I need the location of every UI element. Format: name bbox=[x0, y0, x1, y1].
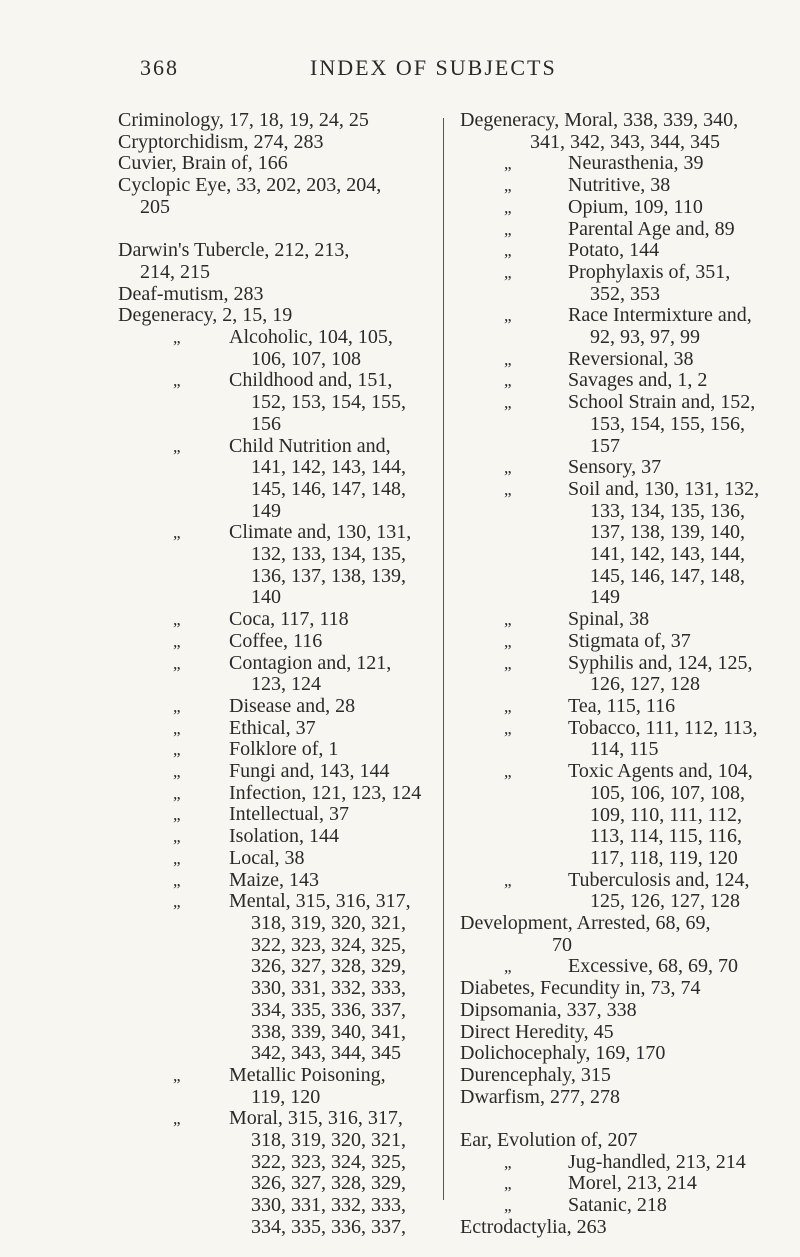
entry-continuation: 109, 110, 111, 112, bbox=[590, 803, 743, 826]
index-subentry bbox=[460, 696, 780, 718]
index-entry: Dipsomania, 337, 338 bbox=[460, 998, 637, 1021]
entry-continuation: 342, 343, 344, 345 bbox=[251, 1042, 401, 1065]
entry-continuation: 126, 127, 128 bbox=[590, 673, 700, 696]
entry-text: Tea, 115, 116 bbox=[568, 694, 676, 717]
ditto-mark: „ bbox=[504, 349, 512, 369]
running-head: INDEX OF SUBJECTS bbox=[310, 55, 557, 80]
entry-continuation: 157 bbox=[590, 434, 620, 457]
index-subentry bbox=[118, 891, 436, 1065]
index-subentry bbox=[118, 1108, 436, 1238]
entry-text: Satanic, 218 bbox=[568, 1194, 667, 1217]
entry-continuation: 141, 142, 143, 144, bbox=[251, 456, 406, 479]
index-subentry bbox=[118, 804, 436, 826]
entry-text: Race Intermixture and, bbox=[568, 304, 752, 327]
entry-text: Climate and, 130, 131, bbox=[229, 521, 412, 544]
ditto-mark: „ bbox=[173, 371, 181, 391]
index-entry bbox=[118, 175, 436, 218]
entry-continuation: 214, 215 bbox=[140, 260, 210, 283]
ditto-mark: „ bbox=[504, 610, 512, 630]
index-subentry bbox=[118, 826, 436, 848]
entry-continuation: 92, 93, 97, 99 bbox=[590, 326, 700, 349]
entry-continuation: 352, 353 bbox=[590, 282, 660, 305]
ditto-mark: „ bbox=[504, 219, 512, 239]
entry-continuation: 125, 126, 127, 128 bbox=[590, 890, 740, 913]
index-entry: Durencephaly, 315 bbox=[460, 1063, 611, 1086]
index-entry bbox=[118, 240, 436, 283]
entry-text: School Strain and, 152, bbox=[568, 391, 756, 414]
entry-continuation: 117, 118, 119, 120 bbox=[590, 846, 738, 869]
index-entry: Cuvier, Brain of, 166 bbox=[118, 152, 288, 175]
index-subentry bbox=[460, 457, 780, 479]
ditto-mark: „ bbox=[173, 718, 181, 738]
index-subentry bbox=[460, 479, 780, 609]
index-subentry bbox=[460, 870, 780, 913]
page-number: 368 bbox=[140, 55, 179, 80]
entry-text: Reversional, 38 bbox=[568, 347, 694, 370]
index-subentry bbox=[118, 631, 436, 653]
index-subentry bbox=[118, 370, 436, 435]
index-entry bbox=[460, 913, 780, 956]
ditto-mark: „ bbox=[173, 328, 181, 348]
index-entry: Criminology, 17, 18, 19, 24, 25 bbox=[118, 109, 369, 131]
entry-continuation: 205 bbox=[140, 195, 170, 218]
ditto-mark: „ bbox=[504, 762, 512, 782]
ditto-mark: „ bbox=[173, 653, 181, 673]
index-entry: Ear, Evolution of, 207 bbox=[460, 1129, 638, 1152]
entry-continuation: 330, 331, 332, 333, bbox=[251, 1194, 406, 1217]
index-entry: Degeneracy, 2, 15, 19 bbox=[118, 304, 293, 327]
ditto-mark: „ bbox=[504, 371, 512, 391]
entry-continuation: 141, 142, 143, 144, bbox=[590, 543, 745, 566]
entry-text: Maize, 143 bbox=[229, 868, 319, 891]
entry-text: Fungi and, 143, 144 bbox=[229, 760, 390, 783]
entry-text: Tobacco, 111, 112, 113, bbox=[568, 716, 758, 739]
entry-continuation: 119, 120 bbox=[251, 1085, 321, 1108]
entry-continuation: 152, 153, 154, 155, bbox=[251, 391, 406, 414]
entry-text: Spinal, 38 bbox=[568, 608, 650, 631]
index-subentry bbox=[460, 153, 780, 175]
index-entry: Cryptorchidism, 274, 283 bbox=[118, 130, 324, 153]
ditto-mark: „ bbox=[504, 957, 512, 977]
entry-text: Child Nutrition and, bbox=[229, 434, 391, 457]
ditto-mark: „ bbox=[173, 696, 181, 716]
index-subentry bbox=[460, 262, 780, 305]
entry-continuation: 149 bbox=[251, 499, 281, 522]
index-subentry bbox=[118, 327, 436, 370]
entry-text: Excessive, 68, 69, 70 bbox=[568, 955, 738, 978]
entry-text: Isolation, 144 bbox=[229, 825, 339, 848]
entry-continuation: 330, 331, 332, 333, bbox=[251, 977, 406, 1000]
ditto-mark: „ bbox=[173, 523, 181, 543]
index-entry bbox=[460, 110, 780, 153]
ditto-mark: „ bbox=[504, 1152, 512, 1172]
entry-continuation: 334, 335, 336, 337, bbox=[251, 998, 406, 1021]
ditto-mark: „ bbox=[173, 870, 181, 890]
entry-continuation: 318, 319, 320, 321, bbox=[251, 912, 406, 934]
index-subentry bbox=[460, 1173, 780, 1195]
entry-continuation: 137, 138, 139, 140, bbox=[590, 521, 745, 544]
entry-continuation: 70 bbox=[552, 933, 572, 956]
entry-text: Nutritive, 38 bbox=[568, 174, 671, 197]
ditto-mark: „ bbox=[504, 458, 512, 478]
entry-continuation: 136, 137, 138, 139, bbox=[251, 564, 406, 587]
entry-continuation: 334, 335, 336, 337, bbox=[251, 1215, 406, 1238]
entry-continuation: 113, 114, 115, 116, bbox=[590, 825, 743, 848]
index-column-left bbox=[118, 110, 436, 1239]
ditto-mark: „ bbox=[173, 805, 181, 825]
entry-continuation: 341, 342, 343, 344, 345 bbox=[530, 130, 720, 153]
entry-continuation: 322, 323, 324, 325, bbox=[251, 1150, 406, 1173]
index-subentry bbox=[118, 696, 436, 718]
entry-text: Prophylaxis of, 351, bbox=[568, 260, 731, 283]
entry-text: Development, Arrested, 68, 69, bbox=[460, 912, 711, 935]
index-entry: Deaf-mutism, 283 bbox=[118, 282, 264, 305]
entry-text: Moral, 315, 316, 317, bbox=[229, 1107, 403, 1130]
entry-text: Potato, 144 bbox=[568, 239, 660, 262]
entry-continuation: 145, 146, 147, 148, bbox=[590, 564, 745, 587]
ditto-mark: „ bbox=[504, 479, 512, 499]
ditto-mark: „ bbox=[504, 1196, 512, 1216]
ditto-mark: „ bbox=[173, 631, 181, 651]
entry-text: Parental Age and, 89 bbox=[568, 217, 735, 240]
ditto-mark: „ bbox=[504, 1174, 512, 1194]
entry-continuation: 133, 134, 135, 136, bbox=[590, 499, 745, 522]
entry-continuation: 149 bbox=[590, 586, 620, 609]
entry-text: Cyclopic Eye, 33, 202, 203, 204, bbox=[118, 174, 382, 197]
entry-continuation: 153, 154, 155, 156, bbox=[590, 412, 745, 435]
entry-text: Syphilis and, 124, 125, bbox=[568, 651, 753, 674]
entry-text: Alcoholic, 104, 105, bbox=[229, 326, 393, 349]
entry-text: Coffee, 116 bbox=[229, 629, 323, 652]
ditto-mark: „ bbox=[173, 1065, 181, 1085]
entry-text: Childhood and, 151, bbox=[229, 369, 393, 392]
entry-text: Sensory, 37 bbox=[568, 456, 662, 479]
index-entry: Ectrodactylia, 263 bbox=[460, 1215, 607, 1238]
ditto-mark: „ bbox=[173, 1109, 181, 1129]
index-subentry bbox=[460, 219, 780, 241]
entry-text: Toxic Agents and, 104, bbox=[568, 760, 753, 783]
entry-text: Tuberculosis and, 124, bbox=[568, 868, 750, 891]
index-subentry bbox=[118, 522, 436, 609]
index-subentry bbox=[460, 631, 780, 653]
index-subentry bbox=[118, 436, 436, 523]
entry-continuation: 114, 115 bbox=[590, 738, 659, 761]
ditto-mark: „ bbox=[504, 306, 512, 326]
index-subentry bbox=[460, 305, 780, 348]
entry-continuation: 326, 327, 328, 329, bbox=[251, 955, 406, 978]
entry-continuation: 105, 106, 107, 108, bbox=[590, 781, 745, 804]
index-subentry bbox=[460, 197, 780, 219]
index-entry: Direct Heredity, 45 bbox=[460, 1020, 614, 1043]
index-subentry bbox=[460, 1195, 780, 1217]
ditto-mark: „ bbox=[173, 610, 181, 630]
index-subentry bbox=[460, 653, 780, 696]
ditto-mark: „ bbox=[173, 848, 181, 868]
index-subentry bbox=[460, 370, 780, 392]
entry-text: Disease and, 28 bbox=[229, 694, 356, 717]
index-entry: Dolichocephaly, 169, 170 bbox=[460, 1042, 666, 1065]
ditto-mark: „ bbox=[173, 783, 181, 803]
column-divider bbox=[443, 118, 444, 1200]
page-header bbox=[140, 55, 660, 95]
index-subentry bbox=[460, 1152, 780, 1174]
index-subentry bbox=[118, 1065, 436, 1108]
ditto-mark: „ bbox=[173, 762, 181, 782]
ditto-mark: „ bbox=[504, 197, 512, 217]
ditto-mark: „ bbox=[173, 827, 181, 847]
entry-continuation: 338, 339, 340, 341, bbox=[251, 1020, 406, 1043]
entry-text: Stigmata of, 37 bbox=[568, 629, 691, 652]
ditto-mark: „ bbox=[173, 892, 181, 912]
ditto-mark: „ bbox=[504, 718, 512, 738]
ditto-mark: „ bbox=[504, 154, 512, 174]
index-subentry bbox=[460, 609, 780, 631]
index-subentry bbox=[118, 739, 436, 761]
entry-text: Savages and, 1, 2 bbox=[568, 369, 708, 392]
ditto-mark: „ bbox=[504, 870, 512, 890]
entry-continuation: 106, 107, 108 bbox=[251, 347, 361, 370]
ditto-mark: „ bbox=[504, 241, 512, 261]
entry-text: Opium, 109, 110 bbox=[568, 195, 703, 218]
index-column-right bbox=[460, 110, 780, 1239]
index-subentry bbox=[118, 848, 436, 870]
entry-text: Folklore of, 1 bbox=[229, 738, 339, 761]
entry-text: Soil and, 130, 131, 132, bbox=[568, 477, 760, 500]
entry-text: Intellectual, 37 bbox=[229, 803, 349, 826]
index-subentry bbox=[118, 653, 436, 696]
ditto-mark: „ bbox=[504, 262, 512, 282]
index-subentry bbox=[460, 240, 780, 262]
entry-continuation: 156 bbox=[251, 412, 281, 435]
entry-text: Jug-handled, 213, 214 bbox=[568, 1150, 746, 1173]
index-subentry bbox=[460, 956, 780, 978]
entry-continuation: 326, 327, 328, 329, bbox=[251, 1172, 406, 1195]
index-subentry bbox=[118, 718, 436, 740]
index-subentry bbox=[460, 392, 780, 457]
entry-continuation: 145, 146, 147, 148, bbox=[251, 477, 406, 500]
entry-text: Infection, 121, 123, 124 bbox=[229, 781, 422, 804]
index-subentry bbox=[118, 783, 436, 805]
entry-continuation: 132, 133, 134, 135, bbox=[251, 543, 406, 566]
index-subentry bbox=[460, 761, 780, 870]
entry-text: Coca, 117, 118 bbox=[229, 608, 349, 631]
ditto-mark: „ bbox=[173, 740, 181, 760]
index-subentry bbox=[118, 609, 436, 631]
index-subentry bbox=[460, 175, 780, 197]
entry-continuation: 318, 319, 320, 321, bbox=[251, 1129, 406, 1152]
entry-continuation: 123, 124 bbox=[251, 673, 321, 696]
ditto-mark: „ bbox=[504, 653, 512, 673]
index-subentry bbox=[460, 718, 780, 761]
index-entry: Dwarfism, 277, 278 bbox=[460, 1085, 620, 1108]
index-subentry bbox=[460, 349, 780, 371]
entry-text: Darwin's Tubercle, 212, 213, bbox=[118, 239, 350, 262]
ditto-mark: „ bbox=[504, 176, 512, 196]
ditto-mark: „ bbox=[504, 696, 512, 716]
index-subentry bbox=[118, 761, 436, 783]
entry-text: Contagion and, 121, bbox=[229, 651, 392, 674]
entry-text: Ethical, 37 bbox=[229, 716, 316, 739]
index-entry: Diabetes, Fecundity in, 73, 74 bbox=[460, 977, 701, 1000]
ditto-mark: „ bbox=[173, 436, 181, 456]
entry-text: Local, 38 bbox=[229, 846, 305, 869]
entry-continuation: 140 bbox=[251, 586, 281, 609]
entry-text: Morel, 213, 214 bbox=[568, 1172, 697, 1195]
entry-continuation: 322, 323, 324, 325, bbox=[251, 933, 406, 956]
entry-text: Neurasthenia, 39 bbox=[568, 152, 704, 175]
ditto-mark: „ bbox=[504, 393, 512, 413]
entry-text: Metallic Poisoning, bbox=[229, 1063, 386, 1086]
index-subentry bbox=[118, 870, 436, 892]
ditto-mark: „ bbox=[504, 631, 512, 651]
entry-text: Mental, 315, 316, 317, bbox=[229, 890, 411, 913]
entry-text: Degeneracy, Moral, 338, 339, 340, bbox=[460, 109, 739, 131]
